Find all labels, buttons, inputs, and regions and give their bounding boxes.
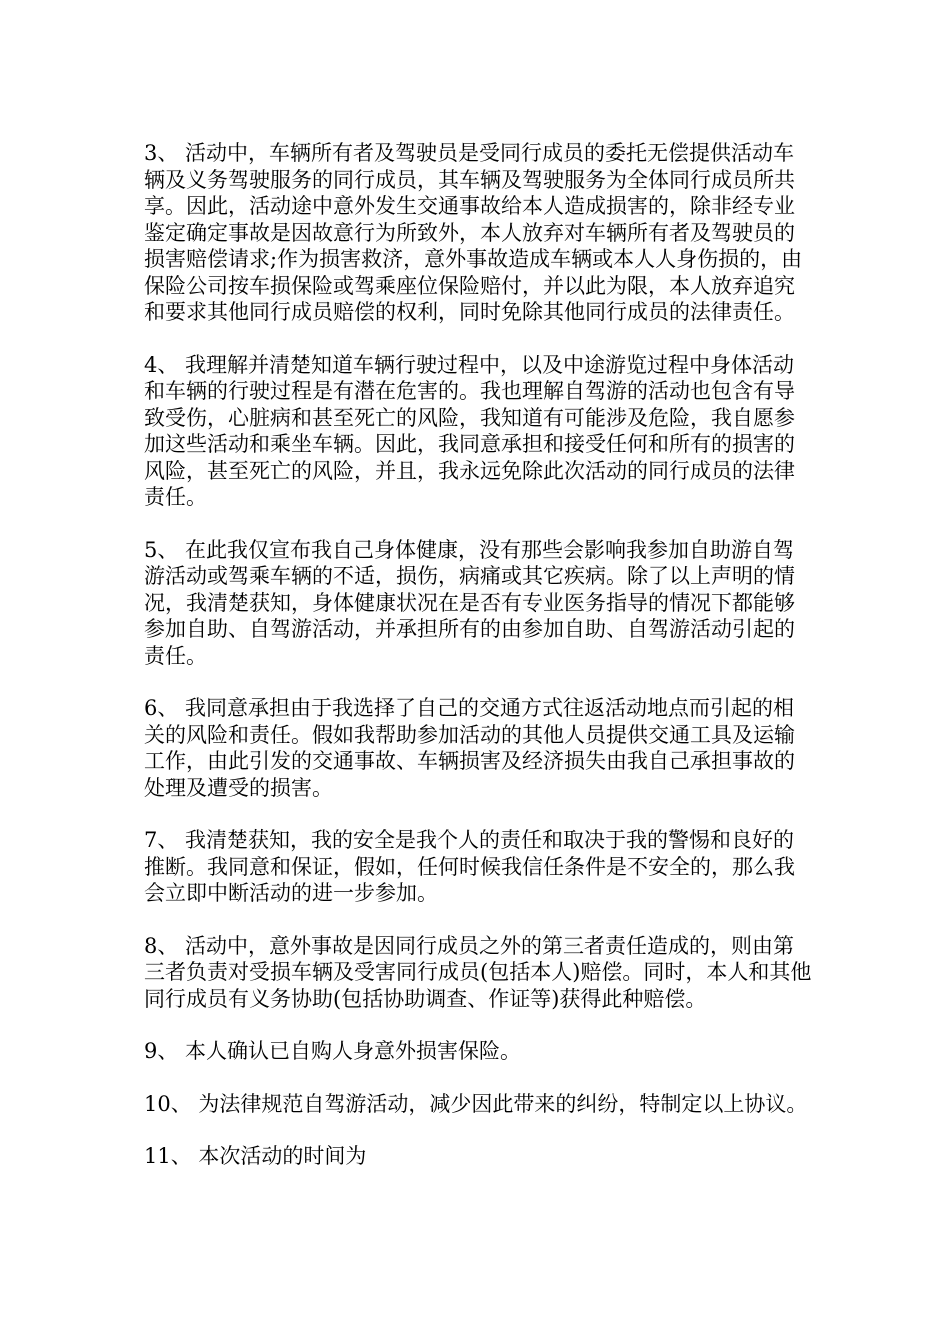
clause-6: 6、 我同意承担由于我选择了自己的交通方式往返活动地点而引起的相关的风险和责任。假如我帮助参加活动的其他人员提供交通工具及运输工作，由此引发的交通事故、车辆损害及经济损失由我自己承担事故的处理及遭受的损害。 — [144, 696, 795, 800]
clause-8: 8、 活动中，意外事故是因同行成员之外的第三者责任造成的，则由第三者负责对受损车辆及受害同行成员(包括本人)赔偿。同时，本人和其他同行成员有义务协助(包括协助调查、作证等)获得此种赔偿。 — [144, 933, 812, 1011]
clause-3: 3、 活动中，车辆所有者及驾驶员是受同行成员的委托无偿提供活动车辆及义务驾驶服务的同行成员，其车辆及驾驶服务为全体同行成员所共享。因此，活动途中意外发生交通事故给本人造成损害的，除非经专业鉴定确定事故是因故意行为所致外，本人放弃对车辆所有者及驾驶员的损害赔偿请求;作为损害救济，意外事故造成车辆或本人人身伤损的，由保险公司按车损保险或驾乘座位保险赔付，并以此为限，本人放弃追究和要求其他同行成员赔偿的权利，同时免除其他同行成员的法律责任。 — [144, 141, 803, 324]
clause-4: 4、 我理解并清楚知道车辆行驶过程中，以及中途游览过程中身体活动和车辆的行驶过程是有潜在危害的。我也理解自驾游的活动也包含有导致受伤，心脏病和甚至死亡的风险，我知道有可能涉及危险，我自愿参加这些活动和乘坐车辆。因此，我同意承担和接受任何和所有的损害的风险，甚至死亡的风险，并且，我永远免除此次活动的同行成员的法律责任。 — [144, 352, 795, 509]
document-page — [144, 140, 814, 1196]
clause-7: 7、 我清楚获知，我的安全是我个人的责任和取决于我的警惕和良好的推断。我同意和保证，假如，任何时候我信任条件是不安全的，那么我会立即中断活动的进一步参加。 — [144, 828, 795, 905]
clause-9: 9、 本人确认已自购人身意外损害保险。 — [144, 1039, 522, 1063]
clause-11: 11、 本次活动的时间为 — [144, 1144, 367, 1168]
clause-5: 5、 在此我仅宣布我自己身体健康，没有那些会影响我参加自助游自驾游活动或驾乘车辆的不适，损伤，病痛或其它疾病。除了以上声明的情况，我清楚获知，身体健康状况在是否有专业医务指导的情况下都能够参加自助、自驾游活动，并承担所有的由参加自助、自驾游活动引起的责任。 — [144, 537, 795, 668]
clause-10: 10、 为法律规范自驾游活动，减少因此带来的纠纷，特制定以上协议。 — [144, 1091, 808, 1116]
